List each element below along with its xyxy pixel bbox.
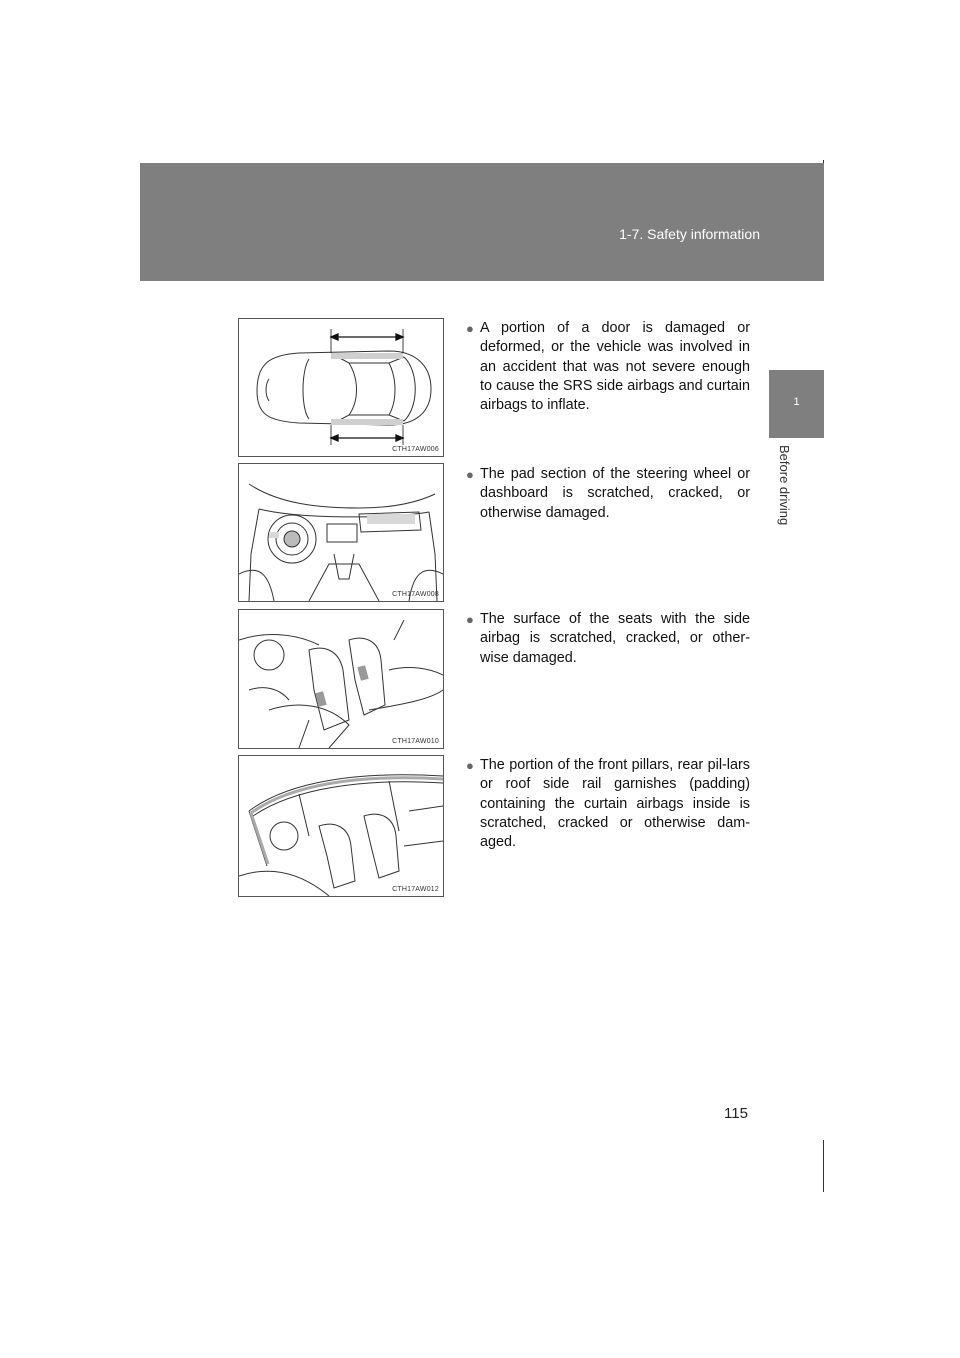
section-title: 1-7. Safety information — [619, 226, 760, 242]
list-item — [466, 756, 750, 852]
list-item-text: The surface of the seats with the side airbag is scratched, cracked, or other-wise damaged. — [480, 611, 750, 666]
figure-door-top-view — [238, 318, 444, 457]
chapter-tab — [769, 370, 824, 438]
chapter-number: 1 — [793, 396, 800, 408]
seats-illustration — [239, 610, 443, 748]
page-number: 115 — [724, 1105, 748, 1122]
bullet-icon: ● — [466, 467, 474, 482]
list-item — [466, 465, 750, 523]
list-item-text: The pad section of the steering wheel or dashboard is scratched, cracked, or otherwise damaged. — [480, 466, 750, 521]
list-item — [466, 319, 750, 415]
pillars-illustration — [239, 756, 443, 896]
bullet-icon: ● — [466, 321, 474, 336]
figure-code: CTH17AW010 — [392, 738, 439, 745]
bullet-icon: ● — [466, 612, 474, 627]
list-item — [466, 610, 750, 668]
dashboard-illustration — [239, 464, 443, 601]
list-item-text: The portion of the front pillars, rear pil-lars or roof side rail garnishes (padding) containing the curtain airbags inside is scratched, cracked or otherwise dam-aged. — [480, 757, 750, 851]
figure-pillars — [238, 755, 444, 897]
bullet-icon: ● — [466, 758, 474, 773]
figure-seats — [238, 609, 444, 749]
crop-mark-bottom-right — [823, 1140, 824, 1192]
car-top-view-illustration — [239, 319, 443, 456]
figure-code: CTH17AW012 — [392, 886, 439, 893]
list-item-text: A portion of a door is damaged or deformed, or the vehicle was involved in an accident that was not severe enough to cause the SRS side airbags and curtain airbags to inflate. — [480, 320, 750, 414]
figure-dashboard — [238, 463, 444, 602]
figure-code: CTH17AW006 — [392, 446, 439, 453]
chapter-label: Before driving — [777, 445, 792, 526]
header-band — [140, 163, 824, 281]
figure-code: CTH17AW008 — [392, 591, 439, 598]
